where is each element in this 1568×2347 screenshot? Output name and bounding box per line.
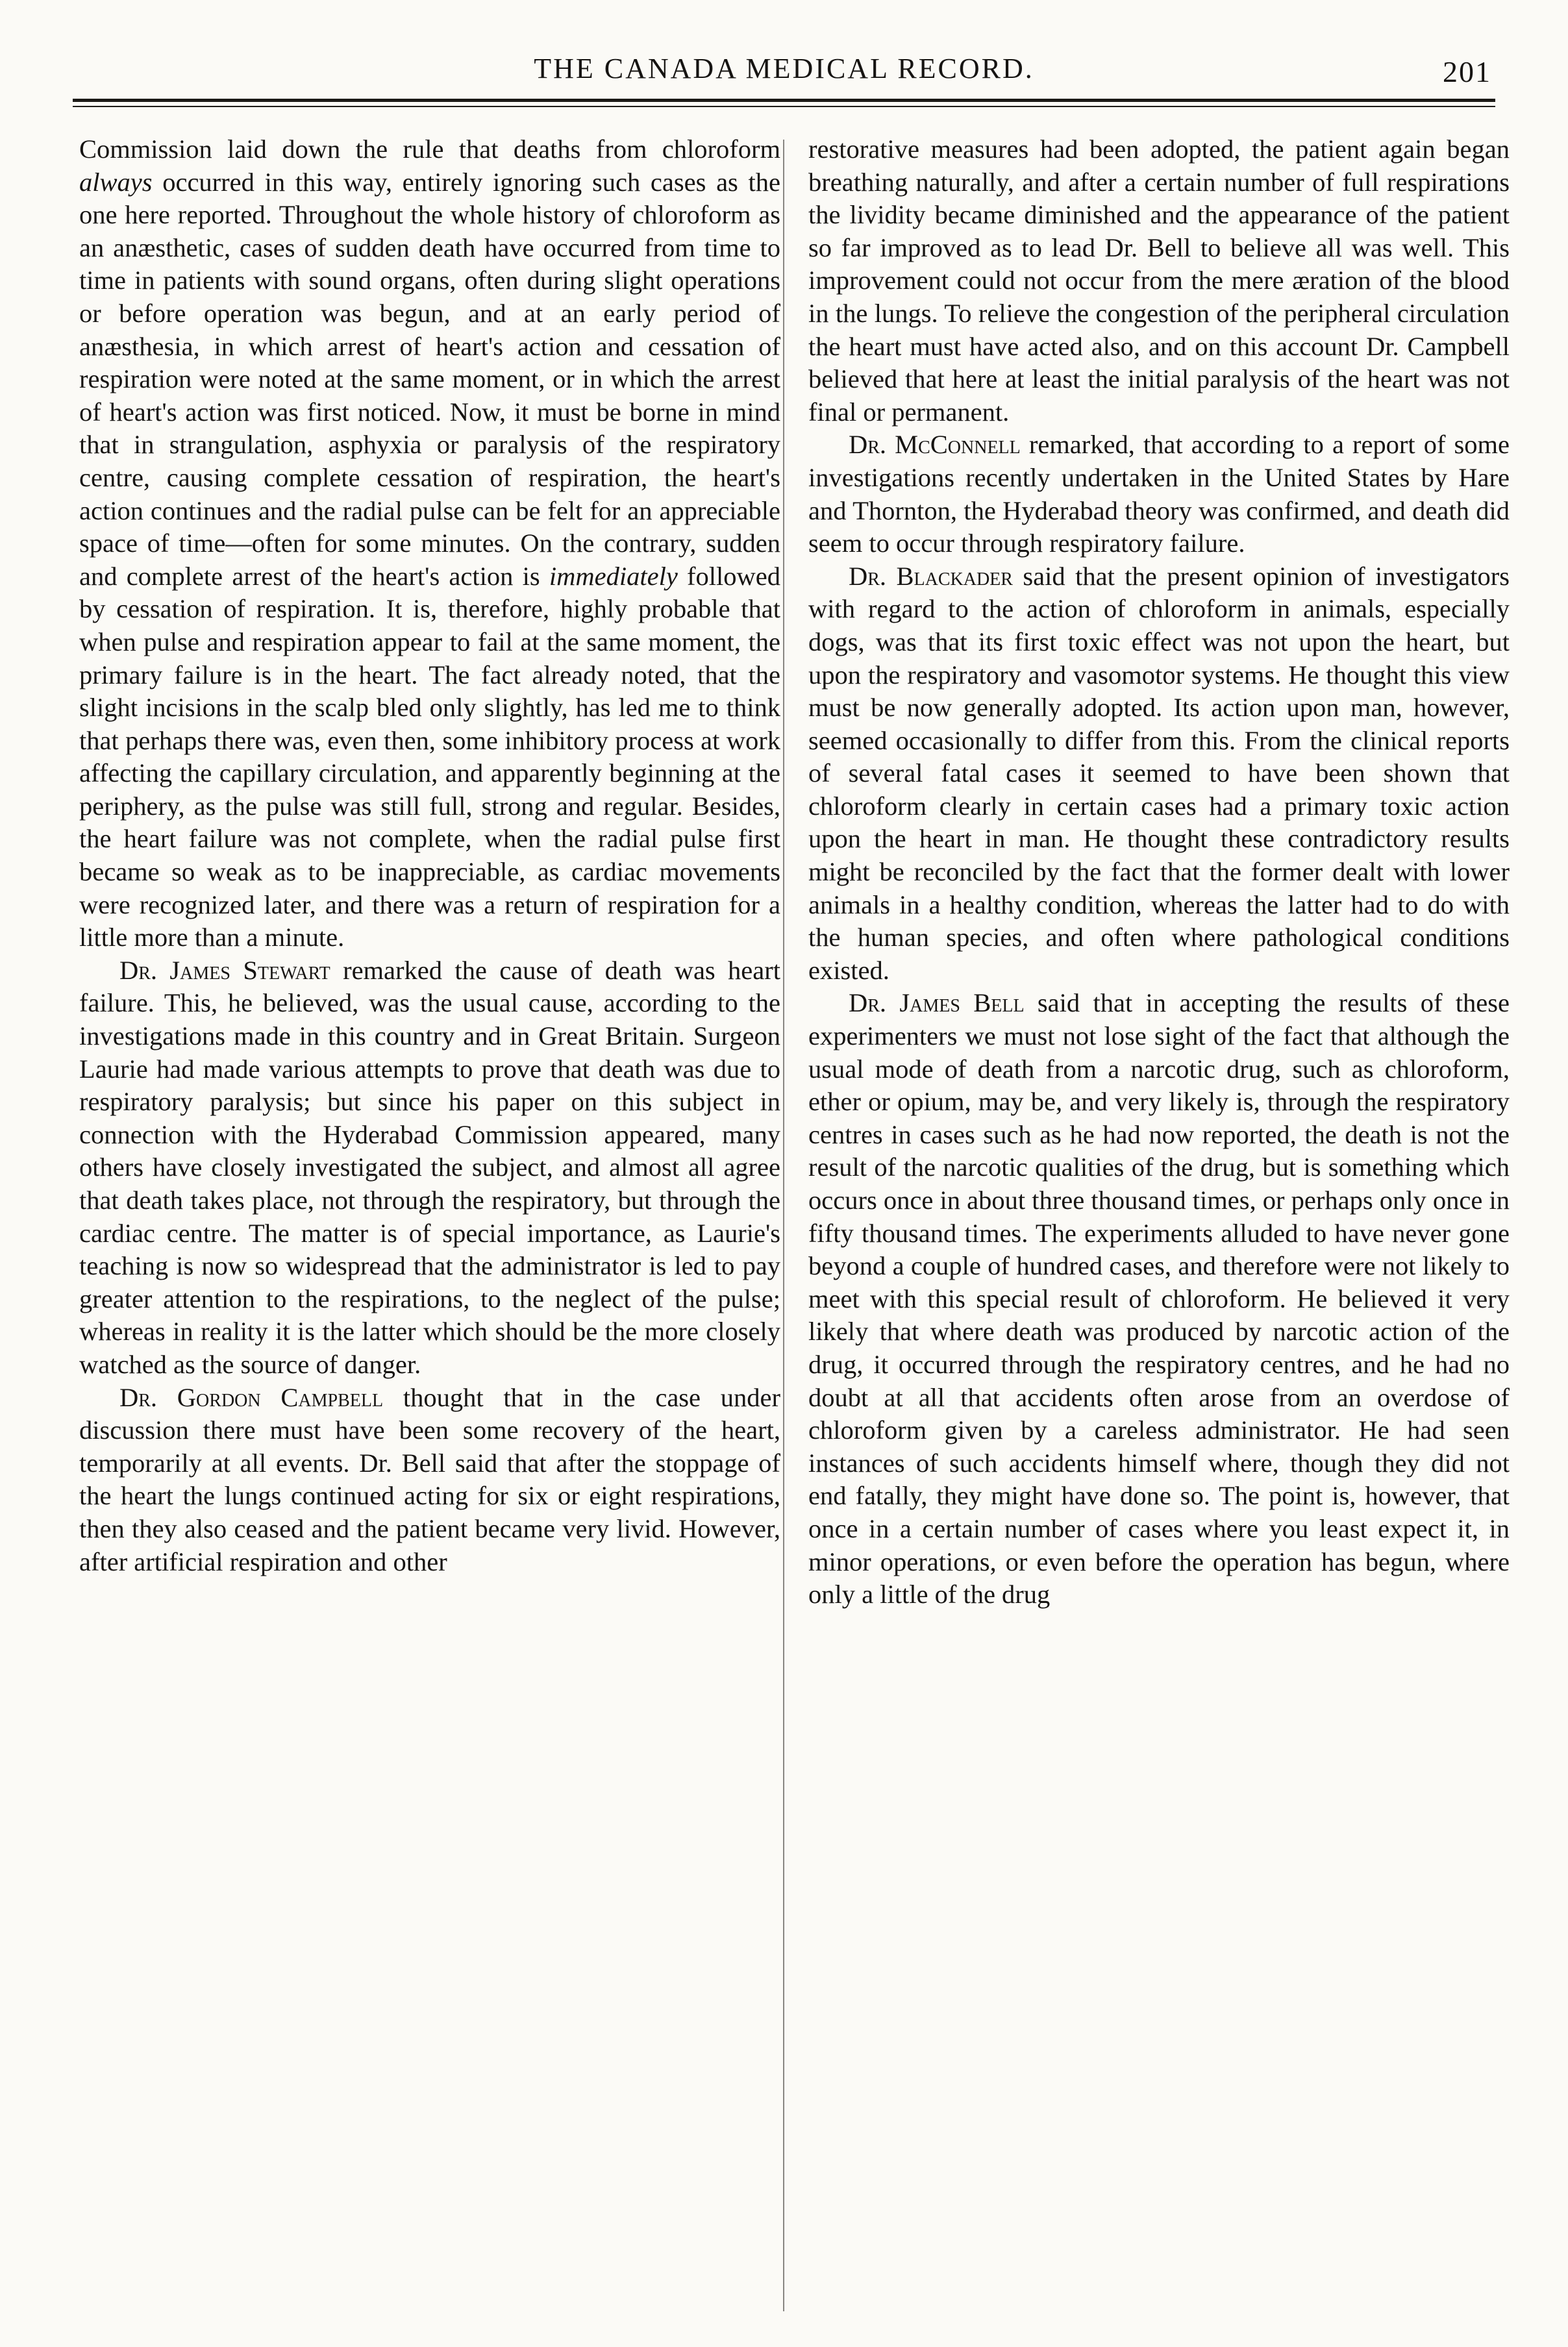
speaker-name: Dr. McConnell bbox=[849, 430, 1021, 460]
speaker-name: Dr. James Bell bbox=[849, 988, 1025, 1018]
paragraph-text: followed by cessation of respiration. It is, therefore, highly probable that when pulse and respiration appear to fail at the same moment, the primary failure is in the heart. The fact already noted, that the slight incisions in the scalp bled only slightly, has led me to think that perhaps there was, even then, some inhibitory process at work affecting the capillary circulation, and apparently beginning at the periphery, as the pulse was still full, strong and regular. Besides, the heart failure was not complete, when the radial pulse first became so weak as to be inappreciable, as cardiac movements were recognized later, and there was a return of respiration for a little more than a minute. bbox=[79, 561, 781, 952]
header-rule-thin bbox=[73, 106, 1495, 107]
journal-title: THE CANADA MEDICAL RECORD. bbox=[534, 53, 1034, 84]
paragraph-text: restorative measures had been adopted, the patient again began breathing naturally, and after a certain number of full respirations the lividity became diminished and the appearance of the patient so far improved as to lead Dr. Bell to believe all was well. This improvement could not occur from the mere æration of the blood in the lungs. To relieve the congestion of the peripheral circulation the heart must have acted also, and on this account Dr. Campbell believed that here at least the initial paralysis of the heart was not final or permanent. bbox=[808, 134, 1510, 427]
paragraph-text: remarked the cause of death was heart failure. This, he believed, was the usual cause, according to the investigations made in this country and in Great Britain. Surgeon Laurie had made various attempts to prove that death was due to respiratory paralysis; but since his paper on this subject in connection with the Hyderabad Commission appeared, many others have closely investigated the subject, and almost all agree that death takes place, not through the respiratory, but through the cardiac centre. The matter is of special importance, as Laurie's teaching is now so widespread that the administrator is led to pay greater attention to the respirations, to the neglect of the pulse; whereas in reality it is the latter which should be the more closely watched as the source of danger. bbox=[79, 955, 780, 1379]
paragraph-right-4 bbox=[808, 987, 1510, 1611]
paragraph-right-1 bbox=[808, 133, 1510, 428]
paragraph-text: said that the present opinion of investigators with regard to the action of chloroform in animals, especially dogs, was that its first toxic effect was not upon the heart, but upon the respiratory and vasomotor systems. He thought this view must be now generally adopted. Its action upon man, however, seemed occasionally to differ from this. From the clinical reports of several fatal cases it seemed to have been shown that chloroform clearly in certain cases had a primary toxic action upon the heart in man. He thought these contradictory results might be reconciled by the fact that the former dealt with lower animals in a healthy condition, whereas the latter had to do with the human species, and often where pathological conditions existed. bbox=[808, 561, 1510, 985]
paragraph-right-3 bbox=[808, 560, 1510, 987]
speaker-name: Dr. Blackader bbox=[849, 561, 1013, 591]
paragraph-left-1 bbox=[79, 133, 780, 954]
paragraph-text: said that in accepting the results of these experimenters we must not lose sight of the fact that although the usual mode of death from a narcotic drug, such as chloroform, ether or opium, may be, and very likely is, through the respiratory centres in cases such as he had now reported, the death is not the result of the narcotic qualities of the drug, but is something which occurs once in about three thousand times, or perhaps only once in fifty thousand times. The experiments alluded to have never gone beyond a couple of hundred cases, and therefore were not likely to meet with this special result of chloroform. He believed it very likely that where death was produced by narcotic action of the drug, it occurred through the respiratory centres, and he had no doubt at all that accidents often arose from an overdose of chloroform given by a careless administrator. He had seen instances of such accidents himself where, though they did not end fatally, they might have done so. The point is, however, that once in a certain number of cases where you least expect it, in minor operations, or even before the operation has begun, where only a little of the drug bbox=[808, 988, 1510, 1609]
paragraph-left-2 bbox=[79, 954, 780, 1382]
paragraph-text: Commission laid down the rule that deaths from chloroform bbox=[79, 134, 780, 164]
paragraph-text: remarked, that according to a report of some investigations recently undertaken in the United States by Hare and Thornton, the Hyderabad theory was confirmed, and death did seem to occur through respiratory failure. bbox=[808, 430, 1510, 558]
emphasis-always: always bbox=[79, 167, 153, 197]
speaker-name: Dr. James Stewart bbox=[119, 955, 330, 985]
emphasis-immediately: immediately bbox=[549, 561, 678, 591]
paragraph-right-2 bbox=[808, 428, 1510, 560]
page-number: 201 bbox=[1443, 55, 1491, 88]
paragraph-text: occurred in this way, entirely ignoring such cases as the one here reported. Throughout the whole history of chloroform as an anæsthetic, cases of sudden death have occurred from time to time in patients with sound organs, often during slight operations or before operation was begun, and at an early period of anæsthesia, in which arrest of heart's action and cessation of respiration were noted at the same moment, or in which the arrest of heart's action was first noticed. Now, it must be borne in mind that in strangulation, asphyxia or paralysis of the respiratory centre, causing complete cessation of respiration, the heart's action continues and the radial pulse can be felt for an appreciable space of time—often for some minutes. On the contrary, sudden and complete arrest of the heart's action is bbox=[79, 167, 780, 591]
paragraph-left-3 bbox=[79, 1382, 780, 1579]
right-column bbox=[808, 133, 1510, 1611]
running-head bbox=[0, 48, 1568, 90]
left-column bbox=[79, 133, 780, 1578]
column-divider bbox=[783, 140, 784, 2311]
paragraph-text: thought that in the case under discussion there must have been some recovery of the heart, temporarily at all events. Dr. Bell said that after the stoppage of the heart the lungs continued acting for six or eight respirations, then they also ceased and the patient became very livid. However, after artificial respiration and other bbox=[79, 1382, 781, 1576]
header-rule-thick bbox=[73, 99, 1495, 102]
speaker-name: Dr. Gordon Campbell bbox=[119, 1382, 384, 1412]
